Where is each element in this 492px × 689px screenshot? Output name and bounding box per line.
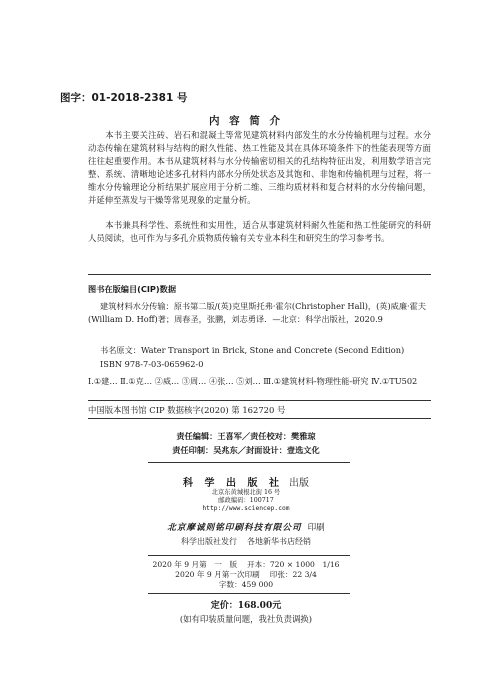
cip-isbn (88, 358, 431, 371)
cip-entry (88, 300, 431, 325)
publisher-website: http://www.sciencep.com (202, 505, 290, 512)
copyright-contract-number: 图字：01-2018-2381 号 (60, 92, 188, 104)
divider-credits (148, 462, 350, 463)
price: 定价：168.00元 (210, 601, 282, 611)
cip-heading: 图书在版编目(CIP)数据 (88, 284, 177, 294)
distributor: 科学出版社发行 (181, 537, 237, 546)
sheets-info: 印张：22 3/4 (269, 570, 317, 579)
summary-paragraph-1 (88, 129, 431, 207)
cip-entry-text: 建筑材料水分传输：原书第二版/(英)克里斯托弗·霍尔(Christopher Hall)，(英)威廉·霍夫(William D. Hoff)著；周春圣，张鹏，刘志勇译．—北京：科学出版社，2020.9 (88, 301, 427, 324)
spec-line-2 (0, 570, 492, 580)
spec-line-1 (0, 560, 492, 570)
divider-top (88, 274, 431, 275)
production-credits: 责任印制：吴兆东／封面设计：壹选文化 (172, 445, 320, 455)
format-info: 开本：720 × 1000 1/16 (247, 560, 340, 569)
summary-paragraph-2 (88, 219, 431, 245)
publisher-postcode: 邮政编码：100717 (218, 497, 274, 504)
divider-cip-bottom (88, 400, 431, 401)
distribution-line (0, 536, 492, 547)
editor-credits: 责任编辑：王喜军／责任校对：樊雅琼 (176, 431, 316, 441)
summary-paragraph-1-text: 本书主要关注砖、岩石和混凝土等常见建筑材料内部发生的水分传输机理与过程。水分动态传输在建筑材料与结构的耐久性能、热工性能及其在具体环境条件下的性能表现等方面往往起重要作用。本书从建筑材料与水分传输密切相关的孔结构特征出发，利用数学语言完整、系统、清晰地论述多孔材料内部水分所处状态及其饱和、非饱和传输机理与过程，将一维水分传输理论分析结果扩展应用于分析二维、三维均质材料和复合材料的水分传输问题，并延伸至蒸发与干燥等常见现象的定量分析。 (88, 130, 431, 205)
divider-cip-number (88, 418, 431, 419)
cip-original-title (88, 344, 431, 357)
edition-info: 2020 年 9 月第 一 版 (152, 560, 238, 569)
printer-line (0, 521, 492, 533)
word-count: 字数：459 000 (218, 580, 274, 589)
summary-paragraph-2-text: 本书兼具科学性、系统性和实用性，适合从事建筑材料耐久性能和热工性能研究的科研人员阅读，也可作为与多孔介质物质传输有关专业本科生和研究生的学习参考书。 (88, 220, 431, 243)
cip-isbn-text: ISBN 978-7-03-065962-0 (100, 359, 204, 369)
cip-original-title-text: 书名原文：Water Transport in Brick, Stone and Concrete (Second Edition) (100, 345, 405, 355)
publisher-address: 北京东黄城根北街 16 号 (211, 489, 281, 496)
retailer: 各地新华书店经销 (247, 537, 311, 546)
quality-notice: (如有印装质量问题，我社负责调换) (179, 614, 313, 624)
summary-title: 内 容 简 介 (209, 115, 283, 127)
divider-specs-top (148, 555, 350, 556)
publisher-line (0, 474, 492, 489)
cip-data-number: 中国版本图书馆 CIP 数据核字(2020) 第 162720 号 (88, 405, 286, 415)
printing-info: 2020 年 9 月第一次印刷 (175, 570, 260, 579)
divider-specs-bottom (148, 593, 350, 594)
publisher-suffix: 出版 (288, 478, 309, 489)
publisher-name: 科 学 出 版 社 (183, 478, 283, 489)
printer-suffix: 印刷 (307, 523, 325, 533)
printer-name: 北京摩诚则铭印刷科技有限公司 (167, 523, 302, 533)
cip-classification: Ⅰ.①建… Ⅱ.①克… ②威… ③周… ④张… ⑤刘… Ⅲ.①建筑材料-物理性能-研究 Ⅳ.①TU502 (88, 376, 418, 386)
